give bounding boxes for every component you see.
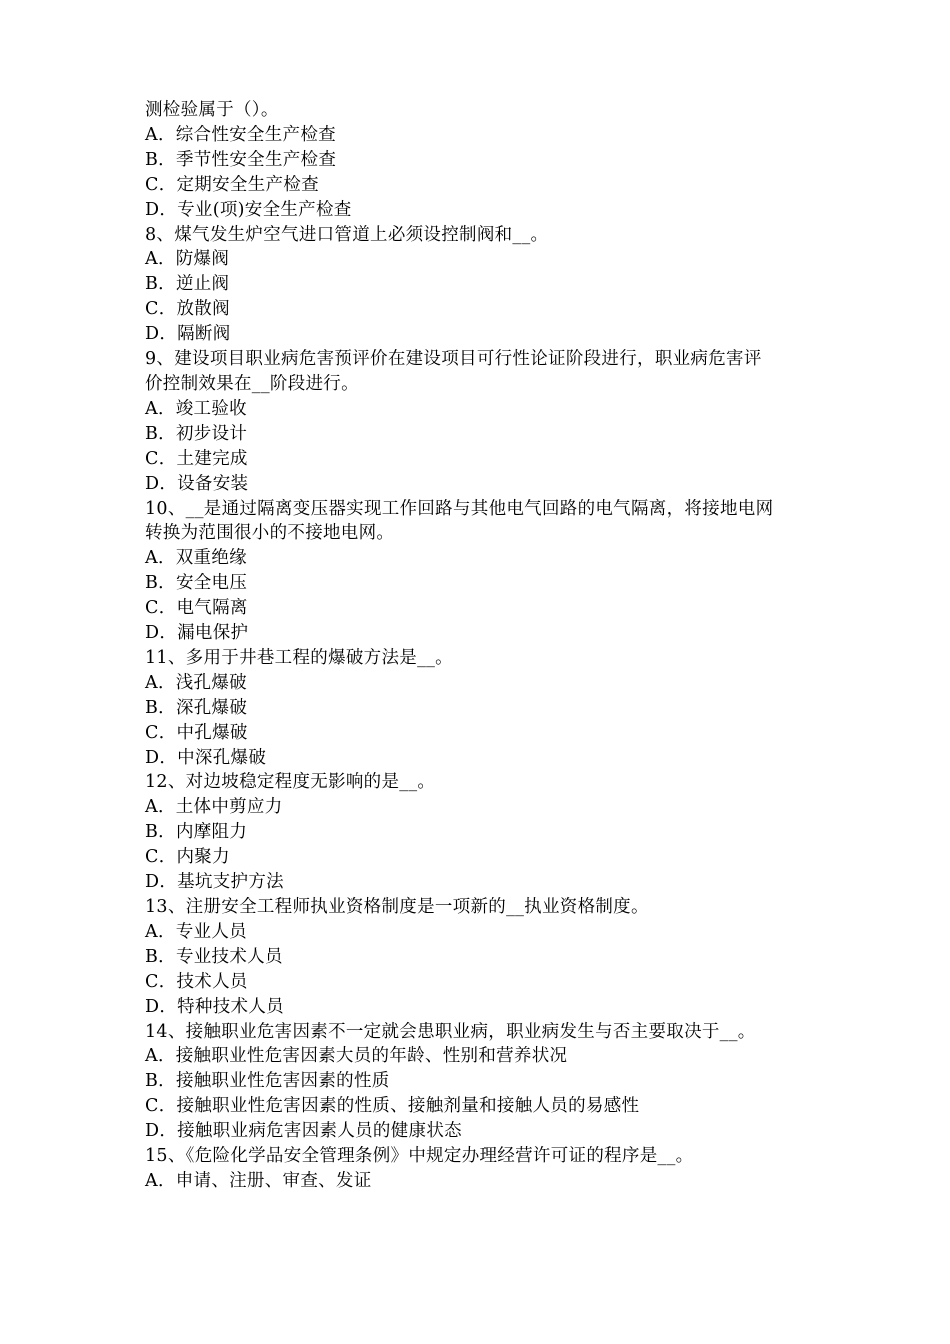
answer-option: C．中孔爆破 — [145, 722, 248, 743]
answer-option: D．特种技术人员 — [145, 996, 284, 1017]
question-stem: 10、__是通过隔离变压器实现工作回路与其他电气回路的电气隔离，将接地电网 — [145, 498, 774, 519]
answer-option: C．电气隔离 — [145, 598, 248, 619]
document-body — [145, 98, 815, 1194]
answer-option: B．深孔爆破 — [145, 697, 248, 718]
answer-option: A．浅孔爆破 — [145, 672, 247, 693]
answer-option: B．季节性安全生产检查 — [145, 149, 337, 170]
answer-option: D．设备安装 — [145, 473, 249, 494]
question-stem: 13、注册安全工程师执业资格制度是一项新的__执业资格制度。 — [145, 897, 649, 917]
answer-option: B．逆止阀 — [145, 274, 230, 295]
question-stem: 11、多用于井巷工程的爆破方法是__。 — [145, 647, 453, 668]
answer-option: B．接触职业性危害因素的性质 — [145, 1071, 390, 1092]
answer-option: A．土体中剪应力 — [145, 797, 283, 818]
question-text: 转换为范围很小的不接地电网。 — [145, 523, 395, 544]
answer-option: C．土建完成 — [145, 448, 248, 469]
question-text: 测检验属于（）。 — [145, 100, 279, 120]
answer-option: D．漏电保护 — [145, 623, 249, 644]
question-stem: 15、《危险化学品安全管理条例》中规定办理经营许可证的程序是__。 — [145, 1146, 694, 1167]
answer-option: C．放散阀 — [145, 299, 230, 320]
question-stem: 14、接触职业危害因素不一定就会患职业病，职业病发生与否主要取决于__。 — [145, 1021, 756, 1042]
question-stem: 12、对边坡稳定程度无影响的是__。 — [145, 772, 436, 793]
question-stem: 9、建设项目职业病危害预评价在建设项目可行性论证阶段进行，职业病危害评 — [145, 349, 762, 370]
answer-option: C．定期安全生产检查 — [145, 174, 319, 195]
answer-option: B．初步设计 — [145, 423, 248, 444]
answer-option: D．专业(项)安全生产检查 — [145, 199, 352, 220]
answer-option: B．安全电压 — [145, 573, 248, 594]
answer-option: C．技术人员 — [145, 971, 248, 992]
answer-option: D．接触职业病危害因素人员的健康状态 — [145, 1121, 462, 1142]
answer-option: A．接触职业性危害因素大员的年龄、性别和营养状况 — [145, 1046, 568, 1067]
answer-option: C．内聚力 — [145, 847, 230, 868]
answer-option: B．内摩阻力 — [145, 822, 248, 843]
question-stem: 8、煤气发生炉空气进口管道上必须设控制阀和__。 — [145, 224, 549, 245]
answer-option: A．双重绝缘 — [145, 548, 247, 569]
answer-option: D．基坑支护方法 — [145, 872, 284, 893]
question-text: 价控制效果在__阶段进行。 — [145, 373, 359, 394]
answer-option: D．隔断阀 — [145, 324, 231, 345]
answer-option: A．专业人员 — [145, 921, 247, 942]
answer-option: C．接触职业性危害因素的性质、接触剂量和接触人员的易感性 — [145, 1096, 640, 1117]
answer-option: D．中深孔爆破 — [145, 747, 267, 768]
answer-option: A．防爆阀 — [145, 249, 230, 270]
answer-option: A．综合性安全生产检查 — [145, 124, 336, 145]
answer-option: A．申请、注册、审查、发证 — [145, 1170, 372, 1191]
answer-option: A．竣工验收 — [145, 398, 247, 419]
answer-option: B．专业技术人员 — [145, 946, 283, 967]
